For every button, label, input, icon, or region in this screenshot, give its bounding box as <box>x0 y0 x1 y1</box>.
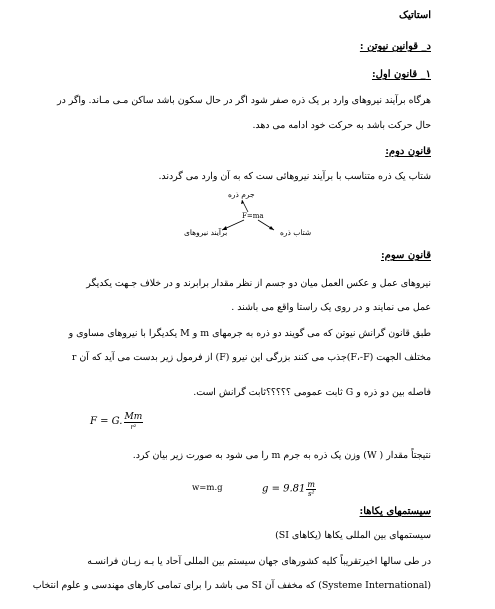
gravitation-fraction <box>124 412 144 431</box>
weight-formula: w=m.g <box>192 483 223 493</box>
law3-text-line6: نتیجتاً مقدار ( W) وزن یک ذره به جرم m را می شود به صورت زیر بیان کرد. <box>132 450 431 461</box>
gravity-value: g = 9.81 <box>262 483 306 495</box>
units-text-line3: (Systeme International) که مخفف آن SI می باشد را برای تمامی کارهای مهندسی و علوم انتخاب <box>32 580 431 591</box>
diagram-label-mass: جرم ذره <box>228 190 255 199</box>
gravitation-formula <box>90 412 143 431</box>
law1-text-line1: هرگاه برآیند نیروهای وارد بر یک ذره صفر شود اگر در حال سکون باشد ساکن مـی مـاند. واگر در <box>57 95 431 106</box>
units-heading: سیستمهای یکاها: <box>359 506 431 517</box>
diagram-label-fma: F=ma <box>242 212 264 220</box>
units-text-line2: در طی سالها اخیرتقریباً کلیه کشورهای جهان سیستم بین المللی آحاد یا بـه زبـان فرانسـه <box>87 556 431 567</box>
force-diagram <box>170 192 330 242</box>
diagram-label-acceleration: شتاب ذره <box>280 228 312 237</box>
law3-text-line5: فاصله بین دو ذره و G ثابت عمومی ؟؟؟؟؟ثابت گرانش است. <box>193 387 431 398</box>
gravitation-numerator: Mm <box>124 412 143 422</box>
gravitation-formula-lhs: F = G. <box>90 416 123 427</box>
page-title: استاتیک <box>399 10 431 21</box>
diagram-label-resultant: برآیند نیروهای <box>184 228 228 237</box>
law2-text-line1: شتاب یک ذره متناسب با برآیند نیروهائی ست که به آن وارد می گردند. <box>158 171 431 182</box>
gravitation-denominator: r² <box>130 423 137 431</box>
law3-text-line1: نیروهای عمل و عکس العمل میان دو جسم از نظر مقدار برابرند و در خلاف جـهت یکدیگر <box>86 278 431 289</box>
law1-text-line2: حال حرکت باشد به حرکت خود ادامه می دهد. <box>252 120 431 131</box>
gravity-unit-den: s² <box>308 490 315 498</box>
section-heading-newton: د_ قوانین نیوتن : <box>359 41 431 52</box>
law3-heading: قانون سوم: <box>380 250 431 261</box>
law3-text-line2: عمل می نمایند و در روی یک راستا واقع می باشند . <box>231 302 431 313</box>
law3-text-line3: طبق قانون گرانش نیوتن که می گویند دو ذره به جرمهای m و M یکدیگرا با نیروهای مساوی و <box>68 328 431 339</box>
gravity-value-formula <box>262 480 316 498</box>
law1-heading: ۱_ قانون اول: <box>371 69 431 80</box>
units-text-line1: سیستمهای بین المللی یکاها (یکاهای SI) <box>275 530 431 541</box>
law2-heading: قانون دوم: <box>385 146 431 157</box>
law3-text-line4: مختلف الجهت (F،-F)جذب می کنند بزرگی این نیرو (F) از فرمول زیر بدست می آید که آن r <box>71 352 431 363</box>
gravity-unit <box>306 480 316 498</box>
gravity-unit-num: m <box>307 480 315 489</box>
